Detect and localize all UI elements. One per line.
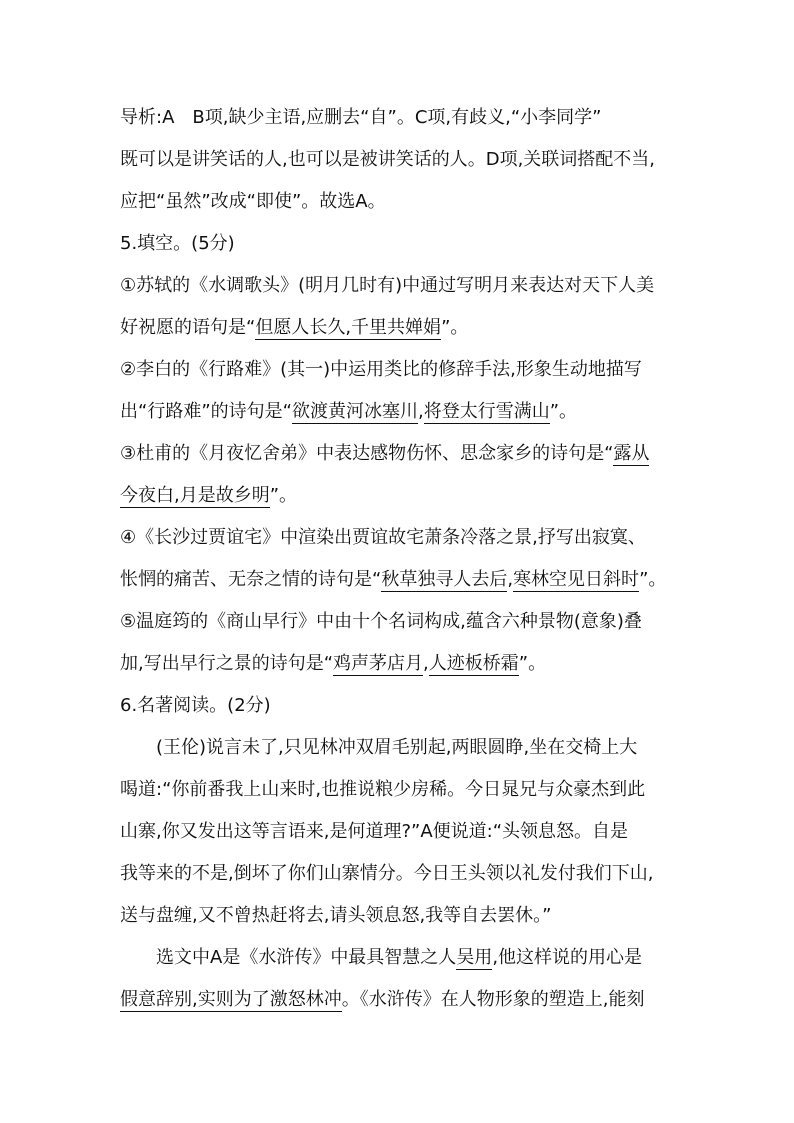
q5-item3-end: ”。 (269, 485, 298, 506)
q5-item1-line1: ①苏轼的《水调歌头》(明月几时有)中通过写明月来表达对天下人美 (120, 275, 655, 296)
q5-item4-separator: , (507, 569, 514, 590)
q5-item2-answer-2: 将登太行雪满山 (423, 401, 550, 422)
q5-item2-line1: ②李白的《行路难》(其一)中运用类比的修辞手法,形象生动地描写 (120, 359, 642, 380)
analysis-line-1: 导析:A B项,缺少主语,应删去“自”。C项,有歧义,“小李同学” (120, 107, 602, 128)
q5-item2-end: ”。 (549, 401, 578, 422)
q5-item2-separator: , (417, 401, 424, 422)
q5-item4-line1: ④《长沙过贾谊宅》中渲染出贾谊故宅萧条冷落之景,抒写出寂寞、 (120, 527, 646, 548)
q5-item3-prompt: ③杜甫的《月夜忆舍弟》中表达感物伤怀、思念家乡的诗句是“ (120, 443, 614, 464)
q6-question-prompt: 选文中A是《水浒传》中最具智慧之人 (156, 947, 457, 968)
q5-item1-line2 (120, 315, 468, 341)
q5-item2-answer-1: 欲渡黄河冰塞川 (291, 401, 418, 422)
analysis-line-3: 应把“虽然”改成“即使”。故选A。 (120, 191, 386, 212)
q6-title: 6.名著阅读。(2分) (120, 695, 271, 716)
q6-passage-line-2: 喝道:“你前番我上山来时,也推说粮少房稀。今日晁兄与众豪杰到此 (120, 779, 646, 800)
q5-item2-line2 (120, 399, 577, 425)
q5-item3-answer-2: 今夜白,月是故乡明 (120, 485, 270, 506)
q6-question-line-1 (156, 945, 642, 971)
q6-passage-line-4: 我等来的不是,倒坏了你们山寨情分。今日王头领以礼发付我们下山, (120, 863, 654, 884)
q5-item5-line2 (120, 651, 546, 677)
q5-item1-prompt: 好祝愿的语句是“ (120, 317, 256, 338)
q5-item1-end: ”。 (441, 317, 469, 338)
q6-passage-line-3: 山寨,你又发出这等言语来,是何道理?”A便说道:“头领息怒。自是 (120, 821, 629, 842)
q5-item5-separator: , (423, 653, 429, 674)
q6-passage-line-1: (王伦)说言未了,只见林冲双眉毛别起,两眼圆睁,坐在交椅上大 (156, 737, 638, 758)
analysis-line-2: 既可以是讲笑话的人,也可以是被讲笑话的人。D项,关联词搭配不当, (120, 149, 656, 170)
q6-passage-line-5: 送与盘缠,又不曾热赶将去,请头领息怒,我等自去罢休。” (120, 905, 552, 926)
q5-item5-end: ”。 (518, 653, 547, 674)
q6-answer-name: 吴用 (456, 947, 493, 968)
q5-item5-line1: ⑤温庭筠的《商山早行》中由十个名词构成,蕴含六种景物(意象)叠 (120, 611, 642, 632)
q6-question-continued: ,他这样说的用心是 (492, 947, 643, 968)
q5-item2-prompt: 出“行路难”的诗句是“ (120, 401, 292, 422)
q6-question-tail: 。《水浒传》在人物形象的塑造上,能刻 (341, 989, 645, 1010)
q5-title: 5.填空。(5分) (120, 233, 235, 254)
q5-item3-line2 (120, 483, 297, 509)
q5-item4-line2 (120, 567, 666, 593)
q5-item4-end: ”。 (639, 569, 667, 590)
q6-answer-intent: 假意辞别,实则为了激怒林冲 (120, 989, 342, 1010)
q5-item4-answer-2: 寒林空见日斜时 (513, 569, 640, 590)
q5-item4-prompt: 怅惘的痛苦、无奈之情的诗句是“ (120, 569, 382, 590)
q5-item1-answer: 但愿人长久,千里共婵娟 (255, 317, 442, 338)
q5-item5-answer-2: 人迹板桥霜 (428, 653, 519, 674)
q6-question-line-2 (120, 987, 644, 1013)
q5-item5-answer-1: 鸡声茅店月 (333, 653, 424, 674)
q5-item3-line1 (120, 441, 649, 467)
q5-item5-prompt: 加,写出早行之景的诗句是“ (120, 653, 334, 674)
q5-item4-answer-1: 秋草独寻人去后 (381, 569, 508, 590)
q5-item3-answer-1: 露从 (613, 443, 650, 464)
